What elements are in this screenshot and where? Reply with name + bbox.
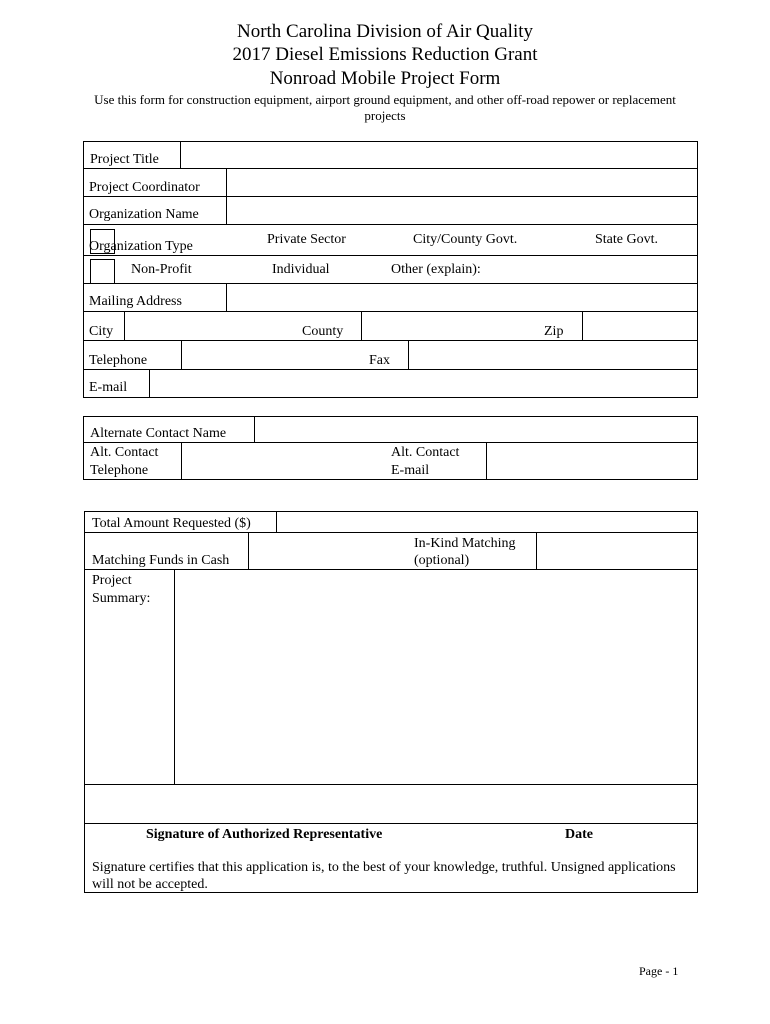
telephone-field[interactable]	[183, 342, 369, 368]
alternate-contact-name-field[interactable]	[256, 418, 696, 441]
alt-contact-telephone-label-1: Alt. Contact	[90, 445, 159, 460]
fax-label: Fax	[369, 353, 390, 368]
org-type-private-sector: Private Sector	[267, 232, 346, 247]
date-label: Date	[565, 827, 593, 842]
alt-contact-email-field[interactable]	[488, 444, 696, 478]
project-summary-label-1: Project	[92, 573, 132, 588]
project-summary-field[interactable]	[176, 571, 696, 783]
form-title-grant: 2017 Diesel Emissions Reduction Grant	[232, 44, 538, 65]
zip-field[interactable]	[584, 313, 696, 339]
org-type-non-profit: Non-Profit	[131, 262, 192, 277]
org-type-state-govt: State Govt.	[595, 232, 658, 247]
form-instructions: Use this form for construction equipment, airport ground equipment, and other off-road repower or replacement projects	[94, 92, 676, 123]
org-type-city-county-govt: City/County Govt.	[413, 232, 518, 247]
form-title-form: Nonroad Mobile Project Form	[269, 68, 501, 89]
project-title-label: Project Title	[90, 152, 159, 167]
mailing-address-label: Mailing Address	[89, 294, 182, 309]
non-profit-checkbox[interactable]	[90, 259, 115, 284]
county-label: County	[302, 324, 344, 339]
inkind-matching-label-1: In-Kind Matching	[414, 536, 516, 551]
email-label: E-mail	[89, 380, 128, 395]
matching-funds-cash-field[interactable]	[250, 534, 410, 568]
signature-field[interactable]	[86, 786, 696, 822]
organization-name-label: Organization Name	[89, 207, 199, 222]
alt-contact-email-label-1: Alt. Contact	[391, 445, 460, 460]
alt-contact-telephone-field[interactable]	[183, 444, 383, 478]
org-type-individual: Individual	[272, 262, 330, 277]
inkind-matching-field[interactable]	[538, 534, 696, 568]
total-amount-requested-label: Total Amount Requested ($)	[92, 516, 251, 531]
alternate-contact-name-label: Alternate Contact Name	[90, 426, 227, 441]
city-label: City	[89, 324, 114, 339]
form-title-agency: North Carolina Division of Air Quality	[236, 21, 534, 42]
org-type-other: Other (explain):	[391, 262, 481, 277]
organization-type-label: Organization Type	[89, 239, 193, 254]
signature-certification-note: Signature certifies that this application is, to the best of your knowledge, truthful. Unsigned applications will not be accepted.	[92, 860, 676, 892]
inkind-matching-label-2: (optional)	[414, 553, 470, 568]
project-title-field[interactable]	[182, 143, 696, 167]
organization-name-field[interactable]	[228, 198, 696, 223]
mailing-address-field[interactable]	[228, 285, 696, 310]
zip-label: Zip	[544, 324, 564, 339]
telephone-label: Telephone	[89, 353, 148, 368]
page-number: Page - 1	[639, 964, 679, 978]
email-field[interactable]	[151, 371, 696, 396]
project-coordinator-label: Project Coordinator	[89, 180, 200, 195]
alt-contact-telephone-label-2: Telephone	[90, 463, 149, 478]
project-coordinator-field[interactable]	[228, 170, 696, 195]
matching-funds-cash-label: Matching Funds in Cash	[92, 553, 230, 568]
total-amount-requested-field[interactable]	[278, 513, 696, 531]
fax-field[interactable]	[410, 342, 696, 368]
project-summary-label-2: Summary:	[92, 591, 151, 606]
signature-label: Signature of Authorized Representative	[146, 827, 383, 842]
alt-contact-email-label-2: E-mail	[391, 463, 430, 478]
